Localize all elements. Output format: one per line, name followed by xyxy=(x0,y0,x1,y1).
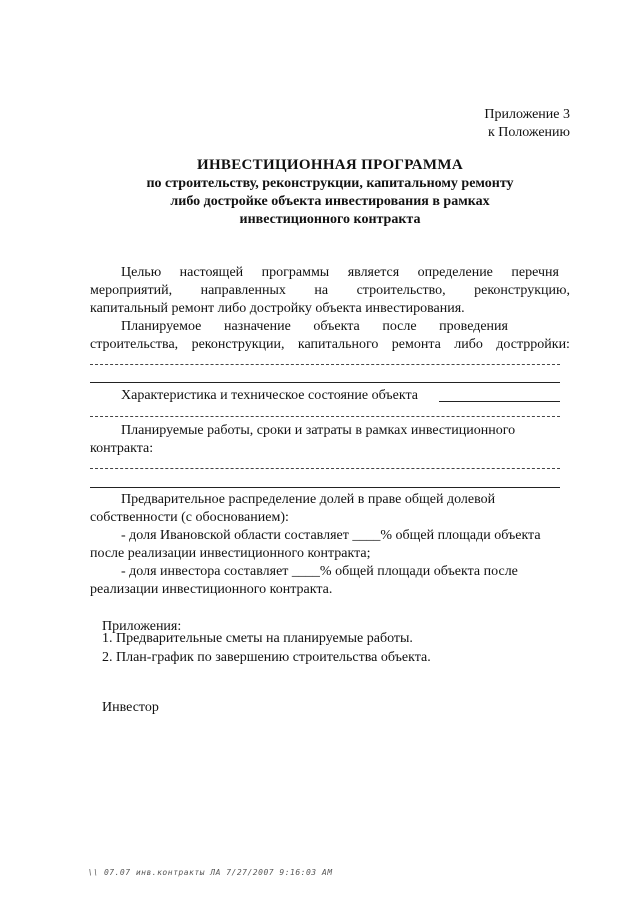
paragraph-purpose-line-2 xyxy=(90,282,570,300)
fill-in-line xyxy=(439,401,560,402)
word: строительство, xyxy=(356,283,446,298)
word: программы xyxy=(261,265,330,280)
word: перечня xyxy=(511,265,559,280)
word: реконструкцию, xyxy=(474,283,570,298)
attachment-item-1: 1. Предварительные сметы на планируемые работы. xyxy=(102,631,413,646)
share-region-line-2: после реализации инвестиционного контракта; xyxy=(90,546,371,561)
appendix-number: Приложение 3 xyxy=(484,107,570,122)
word: определение xyxy=(417,265,493,280)
paragraph-purpose-line-3: капитальный ремонт либо достройку объекта инвестирования. xyxy=(90,301,465,316)
document-subtitle-line-1: по строительству, реконструкции, капитальному ремонту xyxy=(146,176,514,191)
share-investor-line-1: - доля инвестора составляет ____% общей площади объекта после xyxy=(121,564,518,579)
word: реконструкции, xyxy=(191,337,285,352)
paragraph-planned-works-line-2: контракта: xyxy=(90,441,154,456)
word: направленных xyxy=(200,283,286,298)
fill-in-line xyxy=(90,416,560,417)
appendix-reference: к Положению xyxy=(487,125,570,140)
word: настоящей xyxy=(179,265,244,280)
paragraph-purpose-object-line-1 xyxy=(121,318,508,336)
fill-in-line xyxy=(90,382,560,383)
fill-in-line xyxy=(90,468,560,469)
word: либо xyxy=(454,337,483,352)
word: на xyxy=(314,283,329,298)
word: мероприятий, xyxy=(90,283,173,298)
document-subtitle-line-3: инвестиционного контракта xyxy=(239,212,421,227)
paragraph-share-distribution-line-1: Предварительное распределение долей в праве общей долевой xyxy=(121,492,496,507)
word: назначение xyxy=(223,319,291,334)
fill-in-line xyxy=(90,364,560,365)
word: ремонта xyxy=(391,337,441,352)
investor-signature-label: Инвестор xyxy=(102,700,159,715)
paragraph-purpose-object-line-2 xyxy=(90,336,570,354)
share-region-line-1: - доля Ивановской области составляет ____% общей площади объекта xyxy=(121,528,541,543)
fill-in-line xyxy=(90,487,560,488)
word: является xyxy=(347,265,400,280)
word: после xyxy=(382,319,417,334)
word: объекта xyxy=(313,319,360,334)
word: капитального xyxy=(297,337,379,352)
document-subtitle-line-2: либо достройке объекта инвестирования в рамках xyxy=(170,194,490,209)
paragraph-characteristics: Характеристика и техническое состояние объекта xyxy=(121,388,418,403)
word: строительства, xyxy=(90,337,179,352)
attachments-heading: Приложения: xyxy=(102,619,182,634)
word: проведения xyxy=(439,319,508,334)
word: дострройки: xyxy=(496,337,570,352)
paragraph-planned-works-line-1: Планируемые работы, сроки и затраты в рамках инвестиционного xyxy=(121,423,516,438)
file-footer-stamp: \\ 07.07 инв.контракты ЛА 7/27/2007 9:16:03 AM xyxy=(88,868,333,877)
share-investor-line-2: реализации инвестиционного контракта. xyxy=(90,582,333,597)
paragraph-purpose-line-1 xyxy=(121,264,559,282)
word: Целью xyxy=(121,265,162,280)
attachment-item-2: 2. План-график по завершению строительства объекта. xyxy=(102,650,431,665)
word: Планируемое xyxy=(121,319,202,334)
document-title: ИНВЕСТИЦИОННАЯ ПРОГРАММА xyxy=(197,157,463,173)
paragraph-share-distribution-line-2: собственности (с обоснованием): xyxy=(90,510,289,525)
